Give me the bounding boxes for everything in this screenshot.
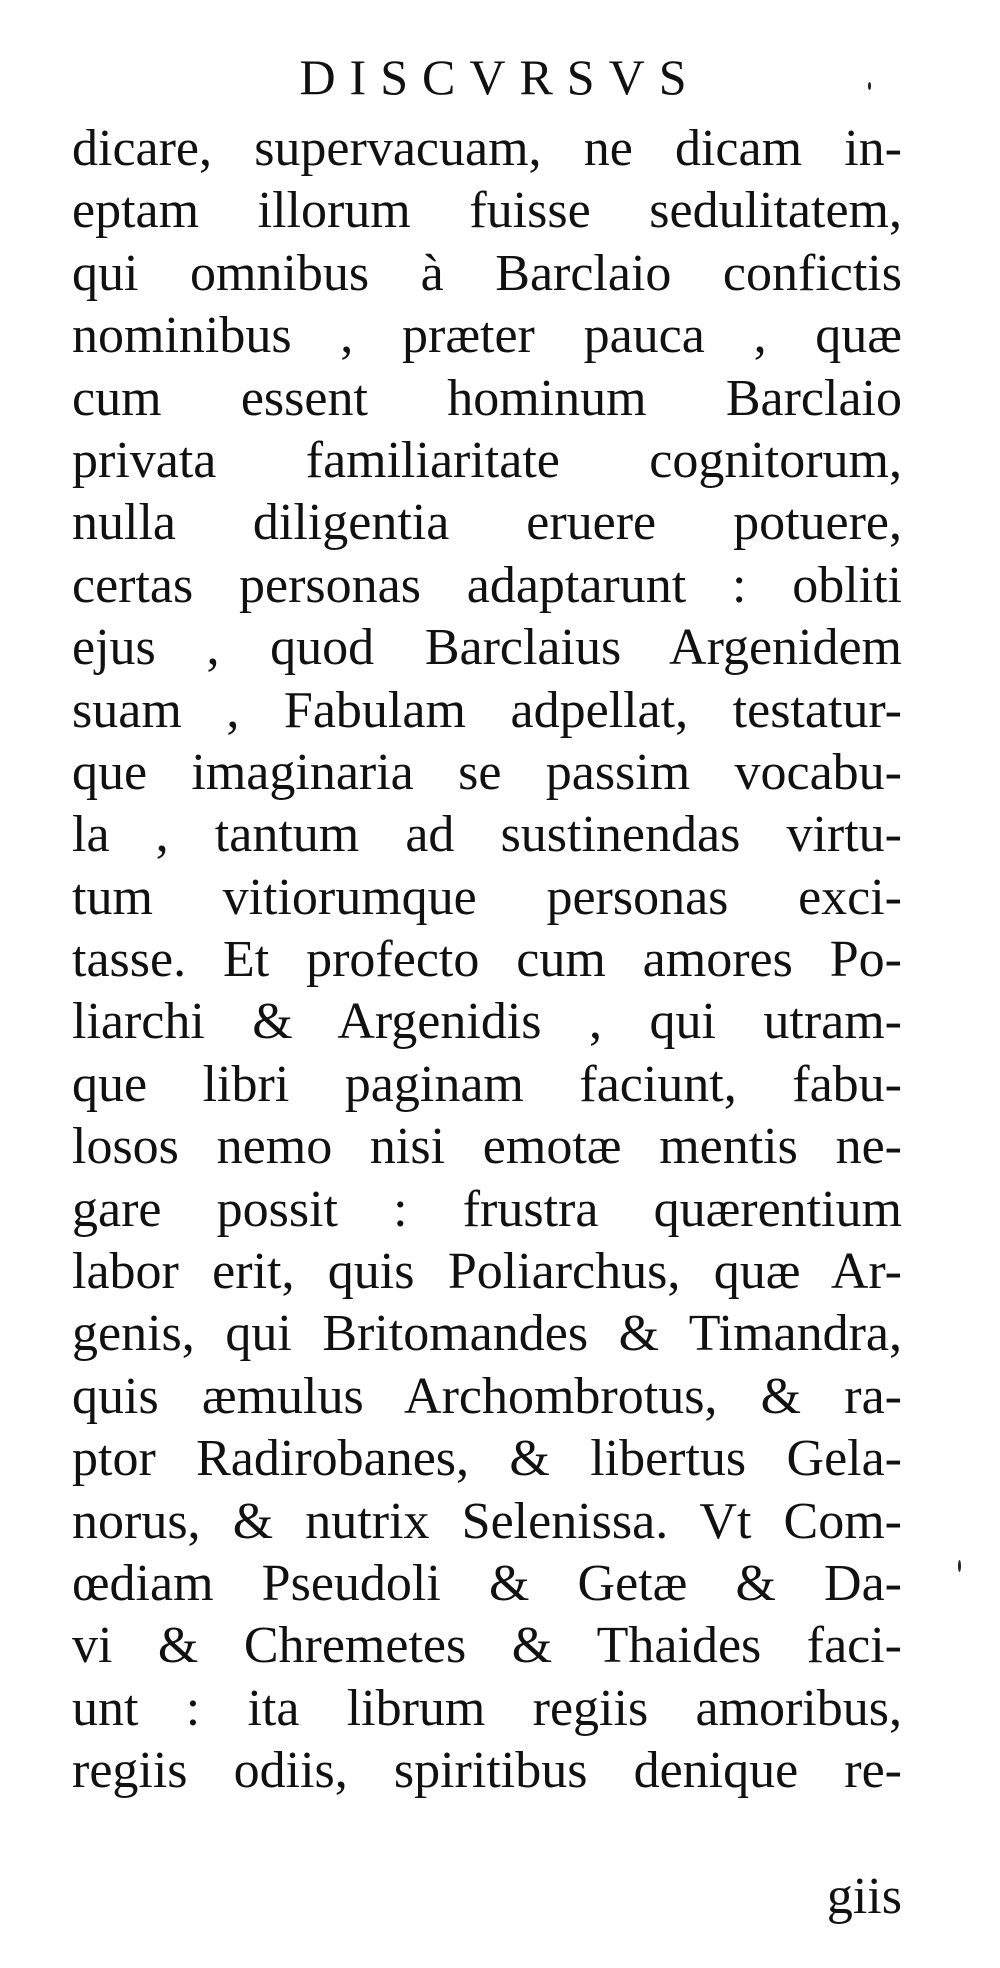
text-line: la , tantum ad sustinendas virtu- [72, 806, 902, 864]
text-line: losos nemo nisi emotæ mentis ne- [72, 1118, 902, 1176]
text-line: que imaginaria se passim vocabu- [72, 743, 902, 801]
text-line: tasse. Et profecto cum amores Po- [72, 931, 902, 989]
ink-speck [958, 1560, 961, 1572]
text-line: norus, & nutrix Selenissa. Vt Com- [72, 1492, 902, 1550]
text-line: labor erit, quis Poliarchus, quæ Ar- [72, 1243, 902, 1301]
text-line: liarchi & Argenidis , qui utram- [72, 993, 902, 1051]
text-line: suam , Fabulam adpellat, testatur- [72, 681, 902, 739]
text-line: cum essent hominum Barclaio [72, 369, 902, 427]
text-line: œdiam Pseudoli & Getæ & Da- [72, 1554, 902, 1612]
text-line: ptor Radirobanes, & libertus Gela- [72, 1430, 902, 1488]
ink-speck [868, 82, 871, 90]
catchword: giis [826, 1868, 902, 1925]
text-block [72, 118, 902, 1803]
text-line: nulla diligentia eruere potuere, [72, 494, 902, 552]
text-line: eptam illorum fuisse sedulitatem, [72, 182, 902, 240]
text-line: qui omnibus à Barclaio confictis [72, 244, 902, 302]
text-line: gare possit : frustra quærentium [72, 1180, 902, 1238]
text-line: dicare, supervacuam, ne dicam in- [72, 120, 902, 177]
text-line: vi & Chremetes & Thaides faci- [72, 1617, 902, 1675]
text-line: tum vitiorumque personas exci- [72, 868, 902, 926]
text-line: ejus , quod Barclaius Argenidem [72, 619, 902, 677]
text-line: quis æmulus Archombrotus, & ra- [72, 1367, 902, 1425]
text-line: unt : ita librum regiis amoribus, [72, 1679, 902, 1737]
text-line: que libri paginam faciunt, fabu- [72, 1055, 902, 1113]
text-line: privata familiaritate cognitorum, [72, 431, 902, 489]
text-line: regiis odiis, spiritibus denique re- [72, 1742, 902, 1800]
running-head: DISCVRSVS [299, 49, 701, 105]
text-line: genis, qui Britomandes & Timandra, [72, 1305, 902, 1363]
text-line: nominibus , præter pauca , quæ [72, 307, 902, 365]
text-line: certas personas adaptarunt : obliti [72, 556, 902, 614]
